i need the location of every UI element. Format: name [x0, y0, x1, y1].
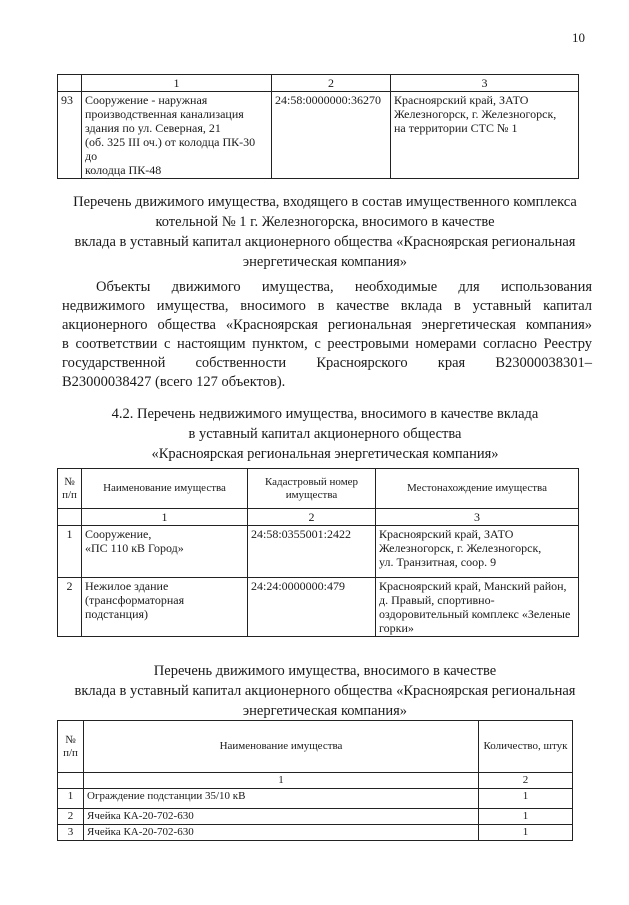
table-row	[58, 789, 573, 809]
cadastral-number: 24:58:0355001:2422	[248, 526, 376, 578]
column-header: № п/п	[58, 469, 82, 509]
row-number: 1	[58, 789, 84, 809]
row-number: 3	[58, 825, 84, 841]
text-line: (об. 325 III оч.) от колодца ПК-30 до	[85, 135, 256, 163]
text-line: горки»	[379, 621, 414, 635]
cadastral-number: 24:24:0000000:479	[248, 578, 376, 637]
text-line: Красноярский край, Манский район,	[379, 579, 567, 593]
text-line: ул. Транзитная, соор. 9	[379, 555, 497, 569]
column-header: Количество, штук	[479, 721, 573, 773]
text-line: Красноярский край, ЗАТО	[394, 93, 529, 107]
property-name	[82, 92, 272, 179]
text-line: Сооружение - наружная	[85, 93, 208, 107]
property-name: Ограждение подстанции 35/10 кВ	[84, 789, 479, 809]
property-location	[376, 578, 579, 637]
text-line: подстанция)	[85, 607, 149, 621]
table-cell: 1	[82, 509, 248, 526]
paragraph-line: акционерного общества «Красноярская региональная энергетическая компания»	[62, 317, 592, 333]
row-number: 1	[58, 526, 82, 578]
table-cell: 3	[376, 509, 579, 526]
column-header: Наименование имущества	[82, 469, 248, 509]
heading-line: вклада в уставный капитал акционерного общества «Красноярская региональная	[74, 683, 576, 699]
text-line: колодца ПК-48	[85, 163, 162, 177]
property-name	[82, 578, 248, 637]
text-line: на территории СТС № 1	[394, 121, 518, 135]
table-cell	[58, 773, 84, 789]
table-cell: 3	[391, 75, 579, 92]
property-name: Ячейка КА-20-702-630	[84, 825, 479, 841]
heading-line: энергетическая компания»	[242, 703, 408, 719]
movable-property-table	[57, 720, 573, 841]
paragraph-line: В23000038427 (всего 127 объектов).	[62, 374, 286, 390]
table-number-row	[58, 773, 573, 789]
property-name: Ячейка КА-20-702-630	[84, 809, 479, 825]
quantity: 1	[479, 809, 573, 825]
table-cell: 2	[479, 773, 573, 789]
property-name	[82, 526, 248, 578]
column-header: Местонахождение имущества	[376, 469, 579, 509]
property-table-continued	[57, 74, 579, 179]
property-location	[391, 92, 579, 179]
text-line: оздоровительный комплекс «Зеленые	[379, 607, 571, 621]
section-heading-movable	[40, 661, 610, 721]
body-paragraph	[62, 278, 592, 392]
heading-line: «Красноярская региональная энергетическая компания»	[151, 446, 499, 462]
heading-line: энергетическая компания»	[242, 254, 408, 270]
page-number: 10	[572, 30, 585, 45]
table-number-row	[58, 509, 579, 526]
text-line: Железногорск, г. Железногорск,	[394, 107, 557, 121]
text-line: Нежилое здание	[85, 579, 169, 593]
text-line: здания по ул. Северная, 21	[85, 121, 221, 135]
paragraph-line: государственной собственности Красноярского края В23000038301–	[62, 355, 592, 371]
paragraph-line: Объекты движимого имущества, необходимые для использования	[96, 279, 592, 295]
table-row	[58, 825, 573, 841]
column-header: Наименование имущества	[84, 721, 479, 773]
row-number: 93	[58, 92, 82, 179]
cadastral-number: 24:58:0000000:36270	[272, 92, 391, 179]
heading-line: Перечень движимого имущества, входящего в состав имущественного комплекса	[73, 194, 577, 210]
text-line: Сооружение,	[85, 527, 152, 541]
table-cell: 1	[82, 75, 272, 92]
row-number: 2	[58, 809, 84, 825]
quantity: 1	[479, 789, 573, 809]
text-line: Красноярский край, ЗАТО	[379, 527, 514, 541]
table-cell: 2	[272, 75, 391, 92]
real-estate-table	[57, 468, 579, 637]
table-cell	[58, 509, 82, 526]
text-line: производственная канализация	[85, 107, 244, 121]
property-location	[376, 526, 579, 578]
table-number-row	[58, 75, 579, 92]
table-cell: 2	[248, 509, 376, 526]
heading-line: вклада в уставный капитал акционерного общества «Красноярская региональная	[74, 234, 576, 250]
heading-line: Перечень движимого имущества, вносимого в качестве	[153, 663, 497, 679]
table-row	[58, 809, 573, 825]
heading-line: 4.2. Перечень недвижимого имущества, вносимого в качестве вклада	[111, 406, 539, 422]
heading-line: котельной № 1 г. Железногорска, вносимого в качестве	[155, 214, 495, 230]
quantity: 1	[479, 825, 573, 841]
column-header: № п/п	[58, 721, 84, 773]
table-row	[58, 578, 579, 637]
heading-line: в уставный капитал акционерного общества	[188, 426, 462, 442]
table-row	[58, 92, 579, 179]
section-heading-4-2	[40, 404, 610, 464]
text-line: д. Правый, спортивно-	[379, 593, 495, 607]
section-heading-movable-boiler	[40, 192, 610, 272]
table-cell: 1	[84, 773, 479, 789]
table-header-row	[58, 721, 573, 773]
table-row	[58, 526, 579, 578]
table-header-row	[58, 469, 579, 509]
table-cell	[58, 75, 82, 92]
column-header: Кадастровый номер имущества	[248, 469, 376, 509]
text-line: (трансформаторная	[85, 593, 185, 607]
text-line: Железногорск, г. Железногорск,	[379, 541, 542, 555]
paragraph-line: недвижимого имущества, вносимого в качестве вклада в уставный капитал	[62, 298, 592, 314]
text-line: «ПС 110 кВ Город»	[85, 541, 184, 555]
row-number: 2	[58, 578, 82, 637]
paragraph-line: в соответствии с настоящим пунктом, с реестровыми номерами согласно Реестру	[62, 336, 592, 352]
